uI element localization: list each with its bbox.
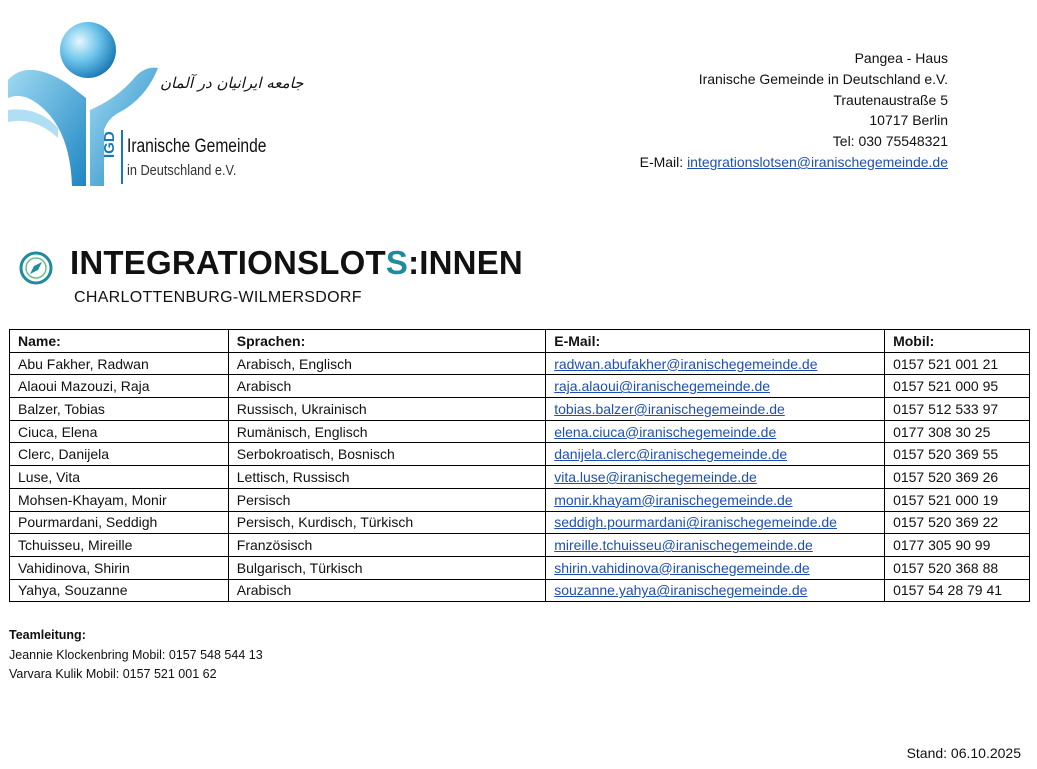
stand-date: Stand: 06.10.2025: [906, 745, 1021, 761]
cell-email: [546, 556, 885, 579]
email-link[interactable]: monir.khayam@iranischegemeinde.de: [554, 491, 793, 508]
cell-email: [546, 443, 885, 466]
email-link[interactable]: radwan.abufakher@iranischegemeinde.de: [554, 355, 818, 372]
column-header-mobile: Mobil:: [885, 330, 1030, 353]
cell-name: Yahya, Souzanne: [10, 579, 229, 602]
cell-name: Mohsen-Khayam, Monir: [10, 488, 229, 511]
cell-languages: Serbokroatisch, Bosnisch: [228, 443, 545, 466]
column-header-name: Name:: [10, 330, 229, 353]
integrationslots-brand: [14, 244, 523, 310]
email-link[interactable]: seddigh.pourmardani@iranischegemeinde.de: [554, 514, 837, 531]
table-row: [10, 579, 1030, 602]
contacts-table: [9, 329, 1030, 602]
logo-name-line1: Iranische Gemeinde: [127, 136, 267, 157]
cell-mobile: 0157 521 001 21: [885, 352, 1030, 375]
team-leadership: [9, 626, 263, 685]
address-block: [640, 48, 948, 173]
compass-icon: [18, 250, 54, 286]
email-link[interactable]: shirin.vahidinova@iranischegemeinde.de: [554, 559, 810, 576]
cell-name: Abu Fakher, Radwan: [10, 352, 229, 375]
cell-name: Pourmardani, Seddigh: [10, 511, 229, 534]
address-line: Trautenaustraße 5: [833, 91, 948, 108]
logo-divider: [121, 130, 123, 184]
table-row: [10, 443, 1030, 466]
column-header-email: E-Mail:: [546, 330, 885, 353]
cell-mobile: 0177 305 90 99: [885, 534, 1030, 557]
team-heading: Teamleitung:: [9, 628, 86, 642]
table-row: [10, 375, 1030, 398]
address-line: Pangea - Haus: [854, 50, 948, 66]
email-link[interactable]: elena.ciuca@iranischegemeinde.de: [554, 423, 777, 440]
brand-title-accent: S: [385, 244, 409, 281]
logo-abbr: IGD: [101, 131, 118, 158]
table-header-row: [10, 330, 1030, 353]
table-row: [10, 534, 1030, 557]
logo-name-line2: in Deutschland e.V.: [127, 162, 237, 179]
cell-languages: Lettisch, Russisch: [228, 466, 545, 489]
cell-email: [546, 579, 885, 602]
table-row: [10, 556, 1030, 579]
cell-mobile: 0157 521 000 95: [885, 375, 1030, 398]
table-row: [10, 466, 1030, 489]
address-line: Tel: 030 75548321: [832, 133, 948, 150]
email-link[interactable]: danijela.clerc@iranischegemeinde.de: [554, 446, 788, 463]
table-body: [10, 352, 1030, 602]
cell-languages: Russisch, Ukrainisch: [228, 398, 545, 421]
address-line: Iranische Gemeinde in Deutschland e.V.: [698, 70, 948, 87]
cell-email: [546, 534, 885, 557]
table-row: [10, 488, 1030, 511]
cell-mobile: 0157 520 369 55: [885, 443, 1030, 466]
email-label: E-Mail:: [639, 153, 688, 170]
cell-languages: Persisch: [228, 488, 545, 511]
brand-title-part: :INNEN: [408, 244, 523, 281]
cell-languages: Rumänisch, Englisch: [228, 420, 545, 443]
table-row: [10, 420, 1030, 443]
cell-mobile: 0157 520 369 26: [885, 466, 1030, 489]
cell-email: [546, 466, 885, 489]
cell-email: [546, 375, 885, 398]
cell-mobile: 0157 520 369 22: [885, 511, 1030, 534]
cell-email: [546, 352, 885, 375]
cell-name: Ciuca, Elena: [10, 420, 229, 443]
cell-languages: Französisch: [228, 534, 545, 557]
cell-mobile: 0157 54 28 79 41: [885, 579, 1030, 602]
header-email-link[interactable]: integrationslotsen@iranischegemeinde.de: [687, 153, 948, 170]
cell-email: [546, 398, 885, 421]
email-link[interactable]: souzanne.yahya@iranischegemeinde.de: [554, 582, 808, 599]
cell-languages: Arabisch: [228, 375, 545, 398]
address-line: 10717 Berlin: [869, 112, 948, 129]
column-header-languages: Sprachen:: [228, 330, 545, 353]
table-row: [10, 398, 1030, 421]
team-member: Jeannie Klockenbring Mobil: 0157 548 544 13: [9, 647, 263, 662]
cell-languages: Arabisch: [228, 579, 545, 602]
email-link[interactable]: raja.alaoui@iranischegemeinde.de: [554, 378, 771, 395]
cell-name: Vahidinova, Shirin: [10, 556, 229, 579]
cell-mobile: 0177 308 30 25: [885, 420, 1030, 443]
address-email-row: [640, 152, 948, 173]
cell-languages: Arabisch, Englisch: [228, 352, 545, 375]
email-link[interactable]: vita.luse@iranischegemeinde.de: [554, 468, 757, 485]
brand-subtitle: CHARLOTTENBURG-WILMERSDORF: [74, 289, 362, 306]
table-row: [10, 511, 1030, 534]
brand-title: [70, 244, 523, 282]
cell-mobile: 0157 520 368 88: [885, 556, 1030, 579]
cell-languages: Persisch, Kurdisch, Türkisch: [228, 511, 545, 534]
cell-name: Luse, Vita: [10, 466, 229, 489]
cell-mobile: 0157 521 000 19: [885, 488, 1030, 511]
cell-email: [546, 420, 885, 443]
cell-mobile: 0157 512 533 97: [885, 398, 1030, 421]
team-member: Varvara Kulik Mobil: 0157 521 001 62: [9, 667, 217, 681]
cell-name: Clerc, Danijela: [10, 443, 229, 466]
cell-email: [546, 488, 885, 511]
table-row: [10, 352, 1030, 375]
logo-persian-text: جامعه ایرانیان در آلمان: [160, 74, 304, 92]
email-link[interactable]: mireille.tchuisseu@iranischegemeinde.de: [554, 537, 813, 554]
cell-name: Tchuisseu, Mireille: [10, 534, 229, 557]
igd-logo: [8, 18, 304, 188]
email-link[interactable]: tobias.balzer@iranischegemeinde.de: [554, 400, 785, 417]
brand-title-part: INTEGRATIONSLOT: [70, 244, 386, 281]
cell-name: Alaoui Mazouzi, Raja: [10, 375, 229, 398]
cell-email: [546, 511, 885, 534]
cell-languages: Bulgarisch, Türkisch: [228, 556, 545, 579]
cell-name: Balzer, Tobias: [10, 398, 229, 421]
